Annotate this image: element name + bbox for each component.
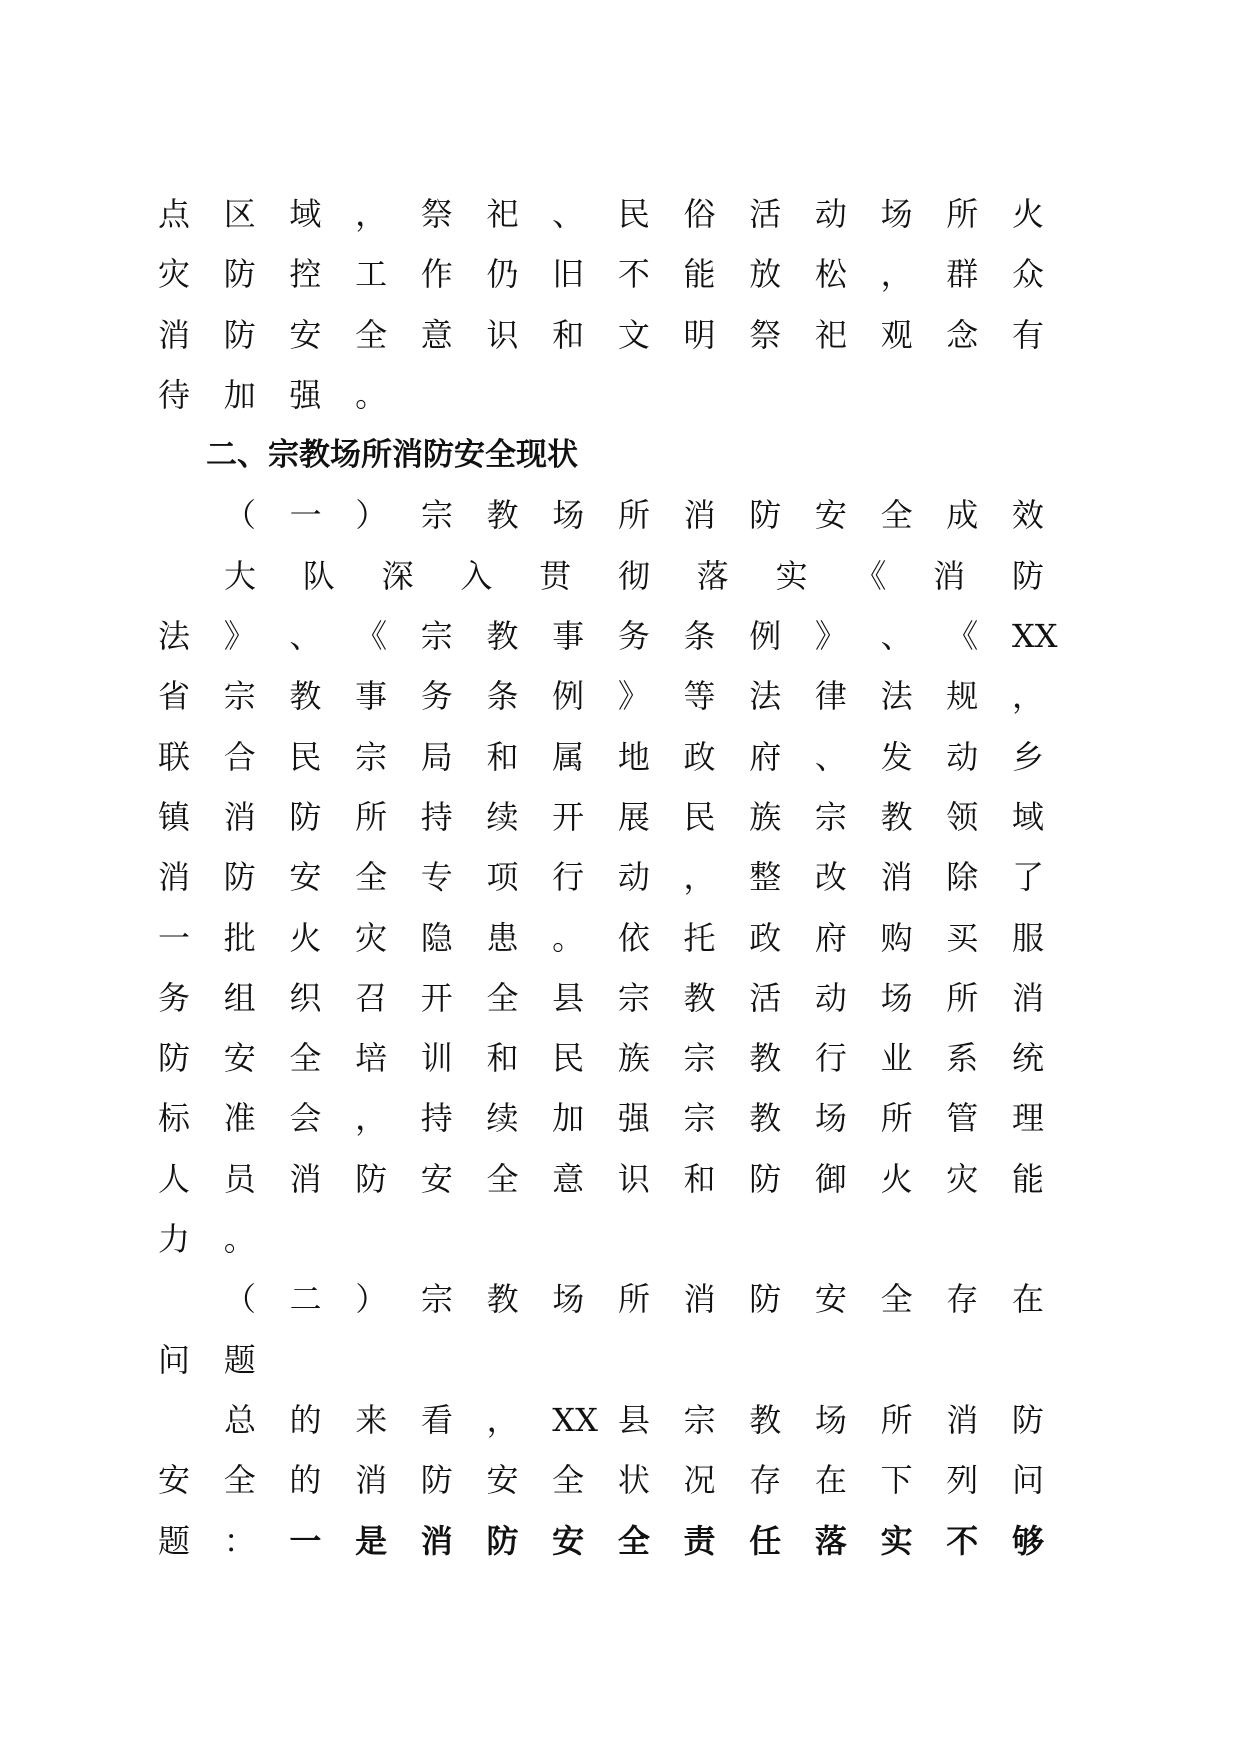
glyph: 所 — [617, 1280, 650, 1319]
glyph: 准 — [223, 1099, 256, 1138]
glyph: 消 — [355, 1461, 388, 1500]
glyph: 场 — [880, 195, 913, 233]
text-line — [158, 847, 1044, 907]
glyph: 民 — [617, 195, 650, 233]
glyph: 强 — [617, 1099, 650, 1138]
glyph: 全 — [355, 858, 388, 897]
glyph: 贯 — [539, 556, 572, 595]
glyph: 改 — [814, 858, 847, 897]
glyph: 仍 — [486, 255, 519, 294]
glyph: 领 — [946, 797, 979, 836]
glyph: 看 — [420, 1400, 453, 1439]
glyph: 务 — [617, 617, 650, 656]
glyph: 除 — [946, 858, 979, 897]
glyph: 。 — [223, 1220, 256, 1259]
glyph: 教 — [289, 677, 322, 716]
glyph: 行 — [814, 1039, 847, 1078]
glyph: 待 — [158, 375, 191, 414]
glyph: 标 — [158, 1099, 191, 1138]
glyph: 消 — [289, 1159, 322, 1198]
text-line — [158, 1450, 1044, 1510]
glyph: 彻 — [617, 556, 650, 595]
glyph: 御 — [814, 1159, 847, 1198]
glyph: 、 — [552, 195, 585, 233]
glyph: （ — [224, 1280, 257, 1319]
glyph: 场 — [814, 1099, 847, 1138]
glyph: 规 — [946, 677, 979, 716]
text-line — [158, 968, 1044, 1028]
glyph: 消 — [933, 556, 966, 595]
glyph: 政 — [683, 737, 716, 776]
glyph: （ — [224, 496, 257, 535]
glyph: 入 — [460, 556, 493, 595]
glyph: 宗 — [420, 1280, 453, 1319]
body-text — [158, 184, 1058, 1571]
glyph: 》 — [617, 677, 650, 716]
glyph: 动 — [617, 858, 650, 897]
glyph: 域 — [1011, 797, 1044, 836]
glyph: 消 — [158, 858, 191, 897]
glyph: 管 — [946, 1099, 979, 1138]
text-line — [158, 1209, 1044, 1269]
glyph: 能 — [683, 255, 716, 294]
glyph: 责 — [683, 1521, 716, 1560]
glyph: 明 — [683, 315, 716, 354]
glyph: 防 — [223, 255, 256, 294]
glyph: 教 — [749, 1400, 782, 1439]
glyph: 患 — [486, 918, 519, 957]
glyph: 属 — [552, 737, 585, 776]
glyph: 防 — [355, 1159, 388, 1198]
glyph: 场 — [814, 1400, 847, 1439]
glyph: 法 — [158, 617, 191, 656]
glyph: 《 — [946, 617, 979, 656]
glyph: 俗 — [683, 195, 716, 233]
glyph: 服 — [1011, 918, 1044, 957]
glyph: 加 — [223, 375, 256, 414]
glyph: 念 — [946, 315, 979, 354]
glyph: 续 — [486, 797, 519, 836]
glyph: 场 — [880, 978, 913, 1017]
glyph: 消 — [1011, 978, 1044, 1017]
glyph: 任 — [749, 1521, 782, 1560]
glyph: 所 — [946, 195, 979, 233]
glyph: 祭 — [420, 195, 453, 233]
glyph: 防 — [1011, 556, 1044, 595]
glyph: 专 — [420, 858, 453, 897]
glyph: 》 — [814, 617, 847, 656]
glyph: 行 — [552, 858, 585, 897]
glyph: 总 — [224, 1400, 257, 1439]
glyph: 组 — [223, 978, 256, 1017]
glyph: 存 — [749, 1461, 782, 1500]
glyph: 祭 — [749, 315, 782, 354]
glyph: 消 — [420, 1521, 453, 1560]
glyph: 政 — [749, 918, 782, 957]
glyph: 在 — [814, 1461, 847, 1500]
glyph: 法 — [880, 677, 913, 716]
glyph: 全 — [880, 496, 913, 535]
subsection-heading-cont — [158, 1330, 1044, 1390]
glyph: 防 — [749, 496, 782, 535]
glyph: 全 — [289, 1039, 322, 1078]
glyph: 系 — [946, 1039, 979, 1078]
glyph: 是 — [355, 1521, 388, 1560]
glyph: 安 — [814, 496, 847, 535]
glyph: 了 — [1011, 858, 1044, 897]
glyph: 列 — [946, 1461, 979, 1500]
glyph: 点 — [158, 195, 191, 233]
glyph: 防 — [223, 315, 256, 354]
glyph: 条 — [683, 617, 716, 656]
glyph: 买 — [946, 918, 979, 957]
glyph: 全 — [617, 1521, 650, 1560]
glyph: 松 — [814, 255, 847, 294]
glyph: 事 — [355, 677, 388, 716]
glyph: 强 — [289, 375, 322, 414]
glyph: 作 — [420, 255, 453, 294]
glyph: 地 — [617, 737, 650, 776]
glyph: 观 — [880, 315, 913, 354]
glyph: 加 — [552, 1099, 585, 1138]
glyph: 教 — [486, 617, 519, 656]
text-line — [158, 787, 1044, 847]
glyph: 民 — [289, 737, 322, 776]
glyph: 例 — [552, 677, 585, 716]
glyph: 场 — [552, 1280, 585, 1319]
glyph: 消 — [158, 315, 191, 354]
glyph: 祀 — [814, 315, 847, 354]
glyph: 持 — [420, 797, 453, 836]
glyph: 域 — [289, 195, 322, 233]
glyph: 购 — [880, 918, 913, 957]
glyph: 防 — [749, 1280, 782, 1319]
glyph: 意 — [420, 315, 453, 354]
glyph: 文 — [617, 315, 650, 354]
glyph: XX — [552, 1400, 598, 1439]
glyph: 持 — [420, 1099, 453, 1138]
glyph: 、 — [289, 617, 322, 656]
glyph: 动 — [814, 195, 847, 233]
glyph: 来 — [355, 1400, 388, 1439]
glyph: 安 — [289, 315, 322, 354]
glyph: 依 — [617, 918, 650, 957]
glyph: 群 — [946, 255, 979, 294]
glyph: 合 — [223, 737, 256, 776]
glyph: 实 — [775, 556, 808, 595]
glyph: 教 — [683, 978, 716, 1017]
glyph: 等 — [683, 677, 716, 716]
glyph: 人 — [158, 1159, 191, 1198]
glyph: 所 — [880, 1400, 913, 1439]
glyph: 活 — [749, 195, 782, 233]
glyph: 所 — [880, 1099, 913, 1138]
glyph: 宗 — [223, 677, 256, 716]
glyph: 和 — [683, 1159, 716, 1198]
glyph: ， — [355, 195, 388, 233]
glyph: 宗 — [814, 797, 847, 836]
glyph: 理 — [1011, 1099, 1044, 1138]
glyph: 民 — [552, 1039, 585, 1078]
glyph: ， — [880, 255, 913, 294]
glyph: 宗 — [355, 737, 388, 776]
glyph: 安 — [420, 1159, 453, 1198]
glyph: 一 — [289, 496, 322, 535]
glyph: 开 — [552, 797, 585, 836]
glyph: 识 — [617, 1159, 650, 1198]
glyph: 防 — [420, 1461, 453, 1500]
text-line — [158, 1390, 1044, 1450]
glyph: 在 — [1011, 1280, 1044, 1319]
glyph: 实 — [880, 1521, 913, 1560]
glyph: 和 — [486, 737, 519, 776]
glyph: 防 — [158, 1039, 191, 1078]
glyph: 教 — [486, 1280, 519, 1319]
glyph: 灾 — [158, 255, 191, 294]
glyph: ） — [355, 496, 388, 535]
glyph: 县 — [617, 1400, 650, 1439]
glyph: 况 — [683, 1461, 716, 1500]
glyph: 教 — [880, 797, 913, 836]
text-line — [158, 666, 1044, 726]
glyph: 所 — [617, 496, 650, 535]
glyph: 全 — [355, 315, 388, 354]
glyph: 消 — [946, 1400, 979, 1439]
text-line — [158, 305, 1044, 365]
glyph: 宗 — [683, 1039, 716, 1078]
glyph: 召 — [355, 978, 388, 1017]
text-line — [158, 1149, 1044, 1209]
glyph: 消 — [223, 797, 256, 836]
glyph: 安 — [158, 1461, 191, 1500]
text-line — [158, 606, 1058, 666]
glyph: 活 — [749, 978, 782, 1017]
glyph: 问 — [1011, 1461, 1044, 1500]
glyph: 织 — [289, 978, 322, 1017]
glyph: 祀 — [486, 195, 519, 233]
glyph: 《 — [355, 617, 388, 656]
glyph: 条 — [486, 677, 519, 716]
glyph: 下 — [880, 1461, 913, 1500]
glyph: 深 — [381, 556, 414, 595]
glyph: 效 — [1011, 496, 1044, 535]
glyph: 安 — [486, 1461, 519, 1500]
glyph: 能 — [1011, 1159, 1044, 1198]
glyph: 民 — [683, 797, 716, 836]
glyph: 不 — [617, 255, 650, 294]
glyph: 和 — [552, 315, 585, 354]
glyph: 、 — [814, 737, 847, 776]
glyph: 二 — [289, 1280, 322, 1319]
glyph: 存 — [946, 1280, 979, 1319]
glyph: 大 — [224, 556, 257, 595]
glyph: ， — [683, 858, 716, 897]
glyph: 全 — [880, 1280, 913, 1319]
glyph: 不 — [946, 1521, 979, 1560]
glyph: 培 — [355, 1039, 388, 1078]
section-heading: 二、宗教场所消防安全现状 — [206, 437, 578, 474]
glyph: ， — [1011, 677, 1044, 716]
glyph: 消 — [880, 858, 913, 897]
glyph: 宗 — [683, 1099, 716, 1138]
glyph: 防 — [749, 1159, 782, 1198]
glyph: 员 — [223, 1159, 256, 1198]
glyph: 乡 — [1011, 737, 1044, 776]
glyph: 控 — [289, 255, 322, 294]
glyph: 全 — [223, 1461, 256, 1500]
glyph: 展 — [617, 797, 650, 836]
glyph: 隐 — [420, 918, 453, 957]
glyph: 教 — [749, 1099, 782, 1138]
text-line — [158, 184, 1044, 244]
text-line — [158, 1511, 1044, 1571]
glyph: 一 — [289, 1521, 322, 1560]
glyph: 灾 — [946, 1159, 979, 1198]
glyph: 统 — [1011, 1039, 1044, 1078]
glyph: 防 — [289, 797, 322, 836]
glyph: 灾 — [355, 918, 388, 957]
glyph: 落 — [696, 556, 729, 595]
subsection-heading — [158, 1269, 1044, 1329]
glyph: 旧 — [552, 255, 585, 294]
glyph: 力 — [158, 1220, 191, 1259]
text-line — [158, 244, 1044, 304]
glyph: 族 — [749, 797, 782, 836]
glyph: 防 — [1011, 1400, 1044, 1439]
glyph: 场 — [552, 496, 585, 535]
glyph: ： — [223, 1521, 256, 1560]
glyph: 、 — [880, 617, 913, 656]
glyph: 一 — [158, 918, 191, 957]
glyph: 意 — [552, 1159, 585, 1198]
glyph: 队 — [302, 556, 335, 595]
text-line — [158, 546, 1044, 606]
glyph: ） — [355, 1280, 388, 1319]
glyph: ， — [486, 1400, 519, 1439]
glyph: 有 — [1011, 315, 1044, 354]
glyph: 所 — [355, 797, 388, 836]
glyph: 务 — [158, 978, 191, 1017]
glyph: 府 — [814, 918, 847, 957]
glyph: 火 — [1011, 195, 1044, 233]
glyph: 。 — [355, 375, 388, 414]
glyph: 成 — [946, 496, 979, 535]
glyph: 教 — [486, 496, 519, 535]
glyph: 族 — [617, 1039, 650, 1078]
glyph: 开 — [420, 978, 453, 1017]
glyph: 会 — [289, 1099, 322, 1138]
glyph: 全 — [486, 1159, 519, 1198]
glyph: 府 — [749, 737, 782, 776]
glyph: 识 — [486, 315, 519, 354]
text-line — [158, 908, 1044, 968]
glyph: 事 — [552, 617, 585, 656]
glyph: 安 — [223, 1039, 256, 1078]
glyph: 和 — [486, 1039, 519, 1078]
glyph: 》 — [223, 617, 256, 656]
glyph: 。 — [552, 918, 585, 957]
text-line — [158, 1088, 1044, 1148]
glyph: 宗 — [617, 978, 650, 1017]
text-line — [158, 1028, 1044, 1088]
glyph: 宗 — [420, 617, 453, 656]
glyph: 落 — [814, 1521, 847, 1560]
glyph: 火 — [880, 1159, 913, 1198]
glyph: 业 — [880, 1039, 913, 1078]
glyph: 务 — [420, 677, 453, 716]
glyph: 火 — [289, 918, 322, 957]
glyph: 题 — [158, 1521, 191, 1560]
glyph: 整 — [749, 858, 782, 897]
glyph: 题 — [223, 1340, 256, 1379]
glyph: 批 — [223, 918, 256, 957]
glyph: 防 — [223, 858, 256, 897]
glyph: 续 — [486, 1099, 519, 1138]
glyph: 安 — [552, 1521, 585, 1560]
glyph: 的 — [289, 1400, 322, 1439]
text-line — [158, 365, 1044, 425]
glyph: 消 — [683, 496, 716, 535]
glyph: 够 — [1011, 1521, 1044, 1560]
glyph: 教 — [749, 1039, 782, 1078]
glyph: 问 — [158, 1340, 191, 1379]
glyph: 法 — [749, 677, 782, 716]
glyph: 区 — [223, 195, 256, 233]
glyph: 动 — [814, 978, 847, 1017]
glyph: ， — [355, 1099, 388, 1138]
glyph: 宗 — [420, 496, 453, 535]
glyph: 工 — [355, 255, 388, 294]
glyph: 防 — [486, 1521, 519, 1560]
glyph: 律 — [814, 677, 847, 716]
glyph: 县 — [552, 978, 585, 1017]
glyph: 省 — [158, 677, 191, 716]
glyph: 放 — [749, 255, 782, 294]
glyph: 镇 — [158, 797, 191, 836]
glyph: 项 — [486, 858, 519, 897]
text-line — [158, 727, 1044, 787]
glyph: 《 — [854, 556, 887, 595]
glyph: 消 — [683, 1280, 716, 1319]
glyph: 训 — [420, 1039, 453, 1078]
subsection-heading — [158, 485, 1044, 545]
glyph: 例 — [749, 617, 782, 656]
glyph: XX — [1011, 617, 1058, 656]
glyph: 安 — [289, 858, 322, 897]
glyph: 联 — [158, 737, 191, 776]
glyph: 的 — [289, 1461, 322, 1500]
glyph: 全 — [552, 1461, 585, 1500]
glyph: 安 — [814, 1280, 847, 1319]
glyph: 众 — [1011, 255, 1044, 294]
glyph: 托 — [683, 918, 716, 957]
glyph: 发 — [880, 737, 913, 776]
glyph: 动 — [946, 737, 979, 776]
glyph: 全 — [486, 978, 519, 1017]
glyph: 状 — [617, 1461, 650, 1500]
glyph: 所 — [946, 978, 979, 1017]
glyph: 局 — [420, 737, 453, 776]
glyph: 宗 — [683, 1400, 716, 1439]
